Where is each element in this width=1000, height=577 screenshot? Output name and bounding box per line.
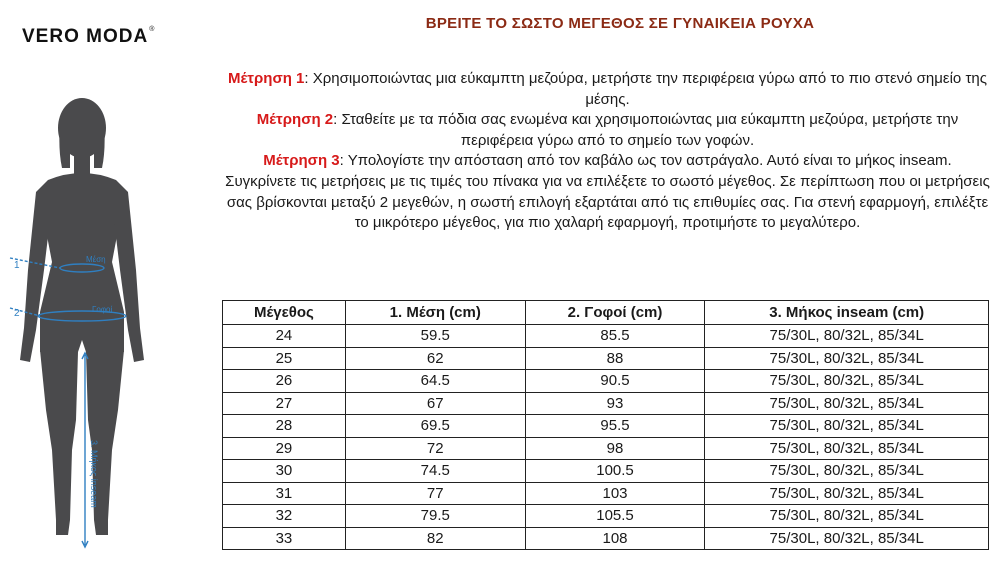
cell-hips: 100.5 — [525, 460, 705, 483]
cell-hips: 108 — [525, 527, 705, 550]
instruction-measure-1 — [225, 69, 990, 110]
table-row — [223, 527, 989, 550]
cell-inseam: 75/30L, 80/32L, 85/34L — [705, 482, 989, 505]
cell-size: 26 — [223, 370, 346, 393]
header-waist: 1. Μέση (cm) — [345, 301, 525, 325]
body-measurement-figure — [0, 90, 150, 560]
measure-1-label: Μέτρηση 1 — [228, 70, 305, 87]
cell-waist: 72 — [345, 437, 525, 460]
hips-label: Γοφοί — [92, 305, 113, 314]
registered-mark: ® — [149, 26, 156, 33]
cell-hips: 95.5 — [525, 415, 705, 438]
cell-size: 31 — [223, 482, 346, 505]
cell-waist: 74.5 — [345, 460, 525, 483]
cell-hips: 105.5 — [525, 505, 705, 528]
table-row — [223, 347, 989, 370]
table-row — [223, 415, 989, 438]
cell-waist: 69.5 — [345, 415, 525, 438]
cell-hips: 90.5 — [525, 370, 705, 393]
cell-waist: 82 — [345, 527, 525, 550]
cell-size: 24 — [223, 325, 346, 348]
cell-inseam: 75/30L, 80/32L, 85/34L — [705, 437, 989, 460]
waist-number: 1 — [14, 260, 20, 271]
measure-3-text: : Υπολογίστε την απόσταση από τον καβάλο ως τον αστράγαλο. Αυτό είναι το μήκος inseam. — [339, 152, 952, 170]
header-size: Μέγεθος — [223, 301, 346, 325]
cell-size: 32 — [223, 505, 346, 528]
table-row — [223, 325, 989, 348]
cell-waist: 79.5 — [345, 505, 525, 528]
cell-hips: 85.5 — [525, 325, 705, 348]
inseam-label: 3. Μήκος inseam — [89, 440, 99, 508]
measure-1-text: : Χρησιμοποιώντας μια εύκαμπτη μεζούρα, μετρήστε την περιφέρεια γύρω από το πιο στενό σημείο της μέσης. — [304, 70, 987, 108]
brand-logo — [22, 26, 155, 48]
page-title: ΒΡΕΙΤΕ ΤΟ ΣΩΣΤΟ ΜΕΓΕΘΟΣ ΣΕ ΓΥΝΑΙΚΕΙΑ ΡΟΥΧΑ — [425, 15, 815, 32]
cell-hips: 88 — [525, 347, 705, 370]
cell-waist: 64.5 — [345, 370, 525, 393]
header-inseam: 3. Μήκος inseam (cm) — [705, 301, 989, 325]
table-header-row — [223, 301, 989, 325]
table-row — [223, 392, 989, 415]
size-advice-note: Συγκρίνετε τις μετρήσεις με τις τιμές του πίνακα για να επιλέξετε το σωστό μέγεθος. Σε περίπτωση που οι μετρήσεις σας βρίσκονται μεταξύ 2 μεγεθών, η σωστή επιλογή εξαρτάται από τις επιθυμίες σας. Για στενή εφαρμογή, επιλέξτε το μικρότερο μέγεθος, για πιο χαλαρή εφαρμογή, προτιμήστε το μεγαλύτερο. — [225, 172, 990, 232]
cell-hips: 93 — [525, 392, 705, 415]
table-row — [223, 505, 989, 528]
instruction-measure-2 — [225, 110, 990, 151]
cell-inseam: 75/30L, 80/32L, 85/34L — [705, 392, 989, 415]
cell-inseam: 75/30L, 80/32L, 85/34L — [705, 347, 989, 370]
table-row — [223, 437, 989, 460]
cell-size: 33 — [223, 527, 346, 550]
cell-size: 27 — [223, 392, 346, 415]
cell-size: 30 — [223, 460, 346, 483]
size-chart-table — [222, 300, 989, 550]
cell-size: 28 — [223, 415, 346, 438]
cell-waist: 62 — [345, 347, 525, 370]
brand-name: VERO MODA — [22, 26, 149, 47]
cell-hips: 103 — [525, 482, 705, 505]
measure-3-label: Μέτρηση 3 — [263, 152, 340, 170]
cell-inseam: 75/30L, 80/32L, 85/34L — [705, 415, 989, 438]
cell-waist: 77 — [345, 482, 525, 505]
cell-inseam: 75/30L, 80/32L, 85/34L — [705, 460, 989, 483]
measure-2-text: : Σταθείτε με τα πόδια σας ενωμένα και χρησιμοποιώντας μια εύκαμπτη μεζούρα, μετρήστε την περιφέρεια γύρω από το σημείο των γοφών. — [333, 111, 959, 149]
cell-size: 25 — [223, 347, 346, 370]
cell-inseam: 75/30L, 80/32L, 85/34L — [705, 505, 989, 528]
cell-size: 29 — [223, 437, 346, 460]
instruction-measure-3 — [225, 151, 990, 172]
cell-inseam: 75/30L, 80/32L, 85/34L — [705, 370, 989, 393]
size-rows — [223, 325, 989, 550]
table-row — [223, 482, 989, 505]
waist-label: Μέση — [86, 255, 106, 264]
measure-2-label: Μέτρηση 2 — [256, 111, 334, 129]
header-hips: 2. Γοφοί (cm) — [525, 301, 705, 325]
hips-number: 2 — [14, 308, 20, 319]
cell-waist: 59.5 — [345, 325, 525, 348]
table-row — [223, 460, 989, 483]
measurement-instructions — [225, 69, 990, 234]
table-row — [223, 370, 989, 393]
cell-inseam: 75/30L, 80/32L, 85/34L — [705, 527, 989, 550]
cell-inseam: 75/30L, 80/32L, 85/34L — [705, 325, 989, 348]
cell-waist: 67 — [345, 392, 525, 415]
cell-hips: 98 — [525, 437, 705, 460]
